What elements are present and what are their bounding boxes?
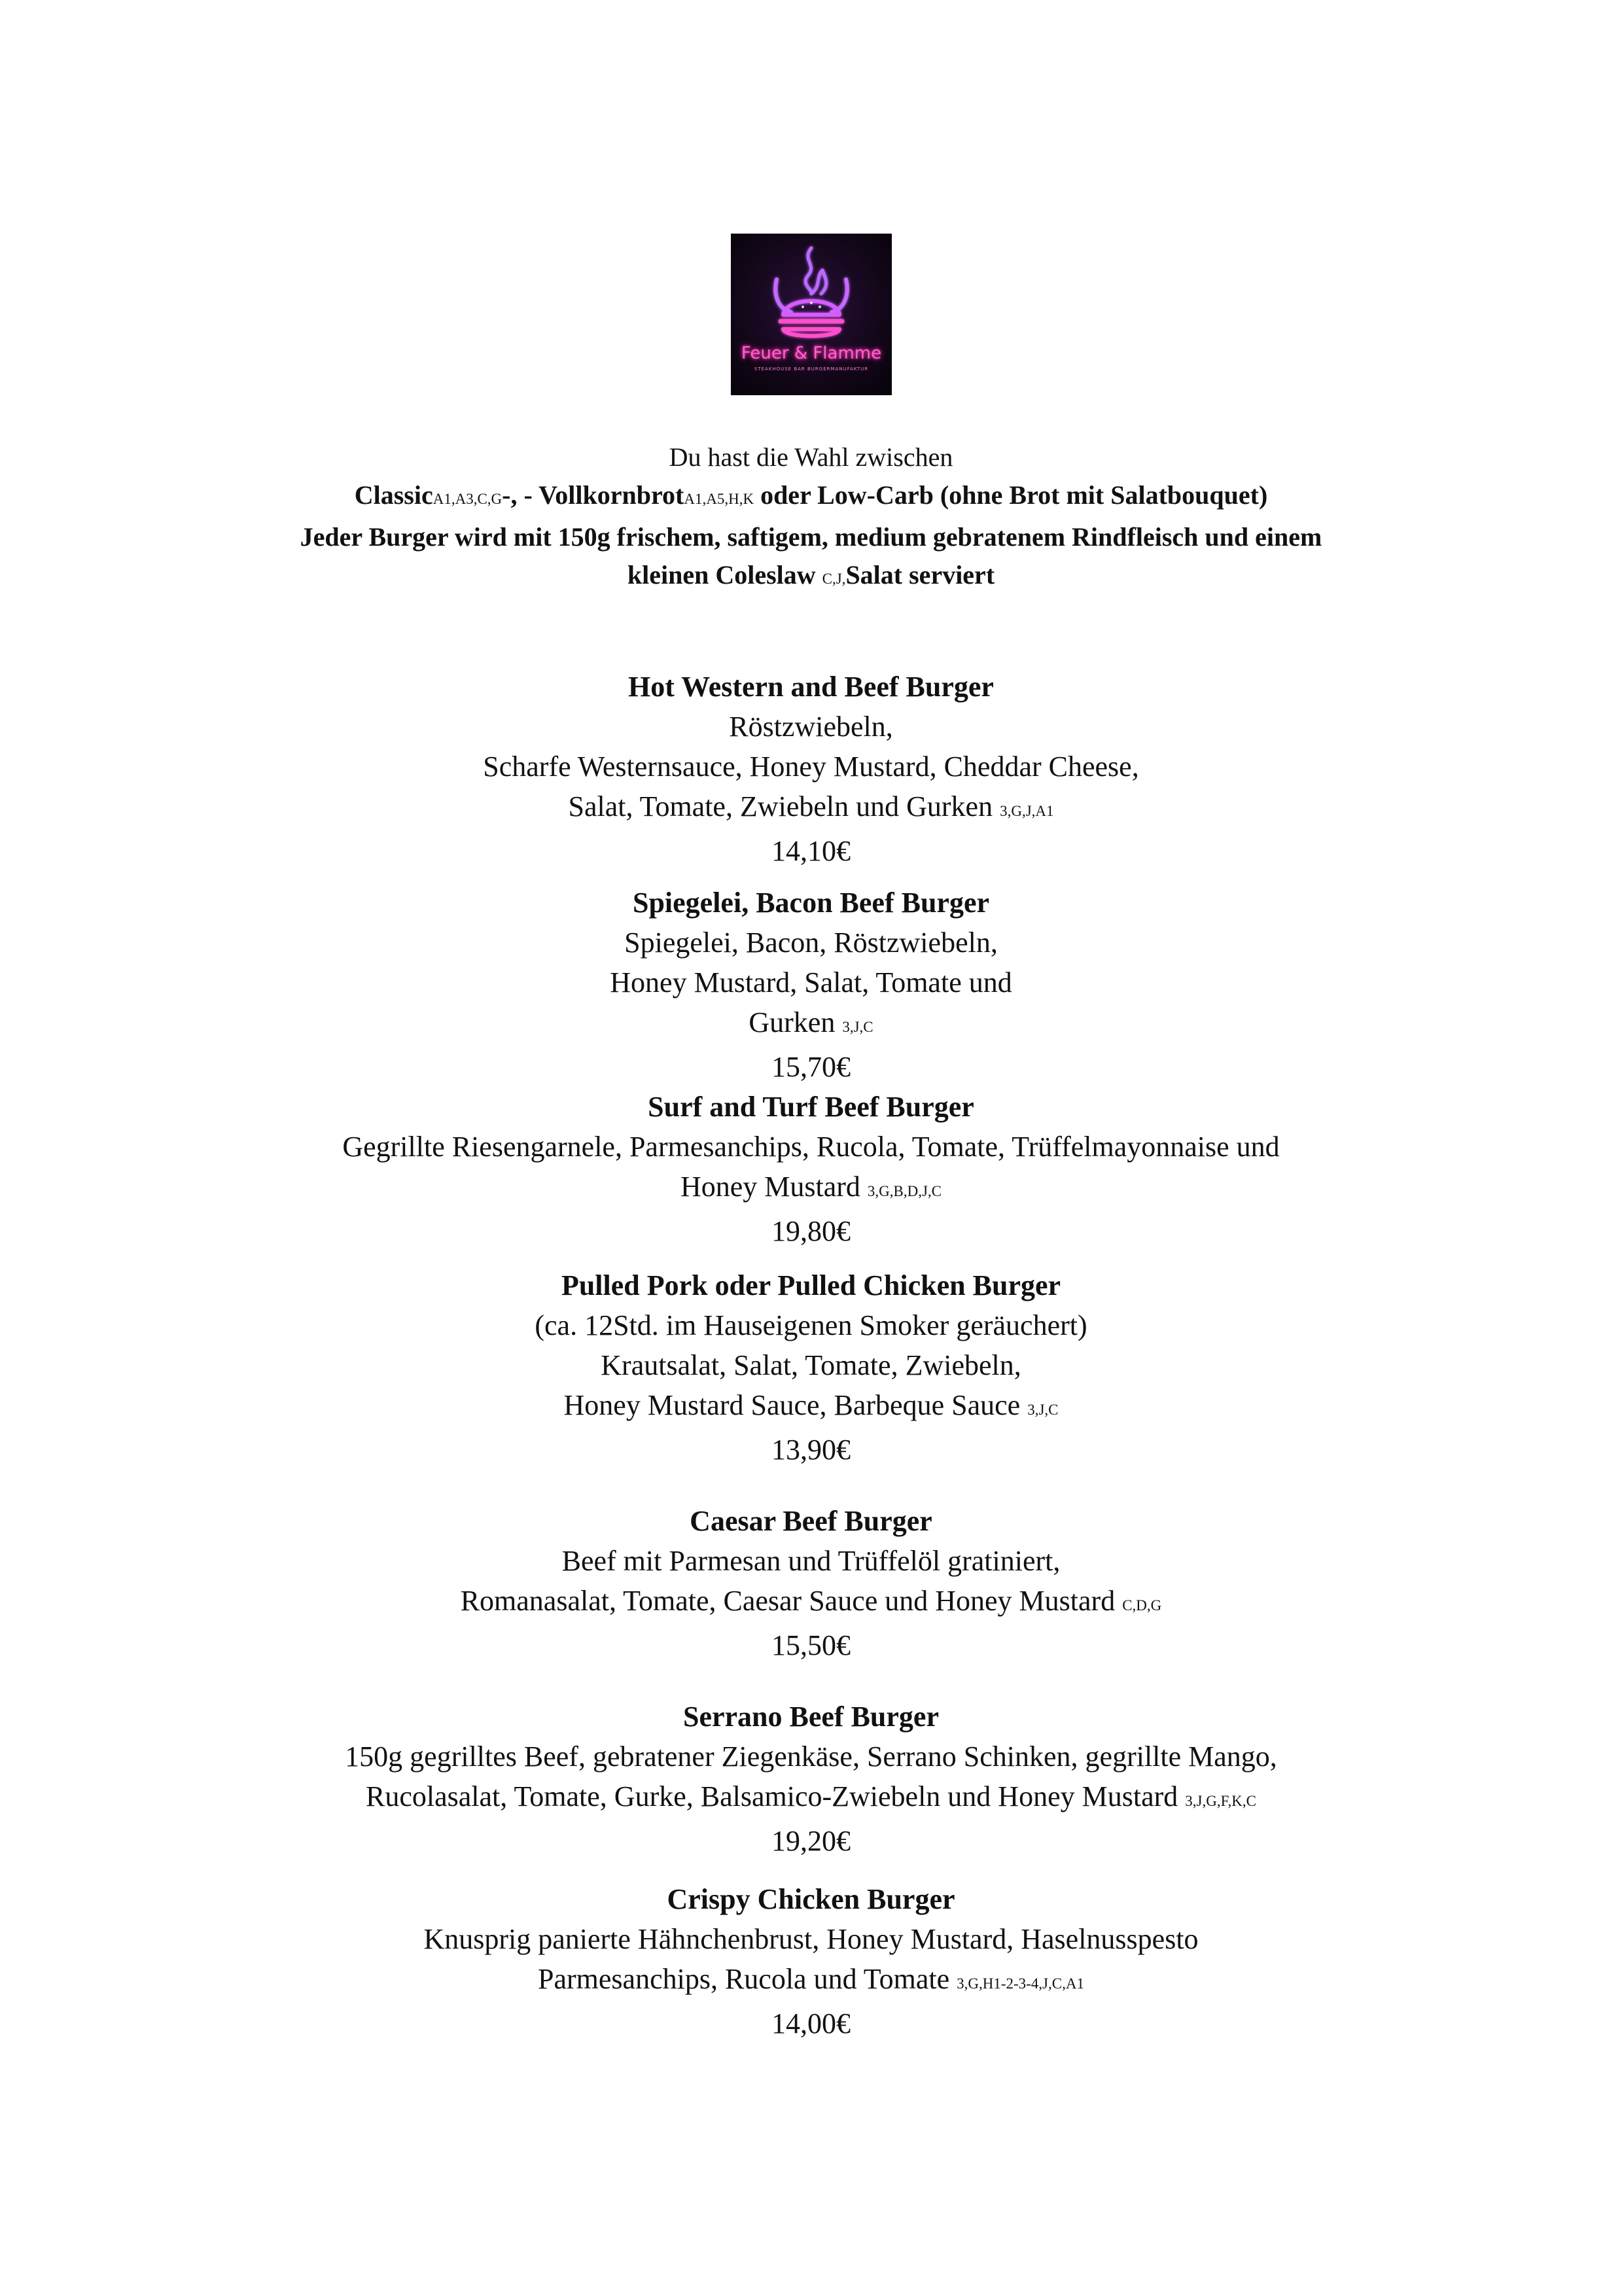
choice-separator: -, -: [502, 480, 539, 510]
coleslaw-line: [131, 556, 1491, 598]
menu-item: [131, 667, 1491, 872]
item-price: 19,20€: [771, 1825, 851, 1857]
item-allergens: C,D,G: [1122, 1597, 1162, 1614]
item-description: Knusprig panierte Hähnchenbrust, Honey Mustard, Haselnusspesto: [423, 1923, 1199, 1955]
bread-choice-line: [131, 476, 1491, 518]
item-price: 14,00€: [771, 2007, 851, 2040]
vollkorn-label: Vollkornbrot: [538, 480, 684, 510]
item-description-text: Honey Mustard Sauce, Barbeque Sauce: [563, 1389, 1028, 1421]
menu-item: [131, 1266, 1491, 1470]
coleslaw-text: kleinen Coleslaw: [627, 560, 822, 590]
item-description-last: [131, 1002, 1491, 1047]
item-name: Caesar Beef Burger: [690, 1505, 932, 1537]
item-description: Krautsalat, Salat, Tomate, Zwiebeln,: [601, 1349, 1021, 1381]
item-allergens: 3,G,H1-2-3-4,J,C,A1: [957, 1975, 1084, 1992]
menu-item: [131, 1502, 1491, 1666]
item-name: Spiegelei, Bacon Beef Burger: [632, 887, 989, 919]
menu-item: [131, 883, 1491, 1087]
item-price: 13,90€: [771, 1434, 851, 1466]
menu-item: [131, 1697, 1491, 1862]
item-description-text: Gurken: [749, 1006, 843, 1038]
coleslaw-rest: Salat serviert: [845, 560, 995, 590]
menu-item: [131, 1087, 1491, 1252]
item-description-text: Rucolasalat, Tomate, Gurke, Balsamico-Zwiebeln und Honey Mustard: [366, 1780, 1186, 1812]
item-name: Pulled Pork oder Pulled Chicken Burger: [561, 1269, 1061, 1301]
item-description-last: [131, 786, 1491, 831]
coleslaw-allergens: C,J,: [822, 571, 846, 587]
item-description-last: [131, 1581, 1491, 1625]
beef-info-line: Jeder Burger wird mit 150g frischem, saftigem, medium gebratenem Rindfleisch und einem: [300, 522, 1322, 552]
item-price: 15,70€: [771, 1051, 851, 1083]
item-price: 15,50€: [771, 1629, 851, 1661]
item-name: Crispy Chicken Burger: [667, 1883, 955, 1915]
item-name: Hot Western and Beef Burger: [628, 671, 994, 703]
classic-label: Classic: [354, 480, 433, 510]
item-description: Spiegelei, Bacon, Röstzwiebeln,: [624, 927, 998, 959]
item-description: Gegrillte Riesengarnele, Parmesanchips, Rucola, Tomate, Trüffelmayonnaise und: [342, 1131, 1280, 1163]
item-description-last: [131, 1776, 1491, 1821]
brand-name: Feuer & Flamme: [741, 344, 882, 363]
item-allergens: 3,J,C: [1027, 1402, 1059, 1418]
item-allergens: 3,J,G,F,K,C: [1185, 1793, 1256, 1809]
item-allergens: 3,J,C: [842, 1019, 873, 1035]
brand-subtitle: STEAKHOUSE BAR BURGERMANUFAKTUR: [754, 366, 869, 372]
item-price: 14,10€: [771, 835, 851, 867]
lowcarb-label: oder Low-Carb (ohne Brot mit Salatbouquet): [754, 480, 1268, 510]
item-allergens: 3,G,J,A1: [1000, 803, 1054, 819]
classic-allergens: A1,A3,C,G: [432, 491, 502, 507]
item-description-last: [131, 1167, 1491, 1211]
item-description: 150g gegrilltes Beef, gebratener Ziegenkäse, Serrano Schinken, gegrillte Mango,: [345, 1740, 1277, 1773]
item-name: Serrano Beef Burger: [683, 1701, 939, 1733]
intro-heading: Du hast die Wahl zwischen: [669, 442, 953, 472]
item-description-last: [131, 1959, 1491, 2004]
burger-list: [131, 667, 1491, 2044]
item-name: Surf and Turf Beef Burger: [648, 1091, 974, 1123]
item-description: Honey Mustard, Salat, Tomate und: [610, 966, 1012, 998]
item-description: (ca. 12Std. im Hauseigenen Smoker geräuchert): [535, 1309, 1087, 1341]
intro-text: [131, 438, 1491, 598]
item-description: Beef mit Parmesan und Trüffelöl gratiniert,: [561, 1545, 1061, 1577]
item-price: 19,80€: [771, 1215, 851, 1247]
item-description-last: [131, 1385, 1491, 1430]
item-description-text: Honey Mustard: [680, 1171, 868, 1203]
item-description-text: Salat, Tomate, Zwiebeln und Gurken: [568, 790, 1000, 822]
item-description-text: Parmesanchips, Rucola und Tomate: [538, 1963, 957, 1995]
item-description-text: Romanasalat, Tomate, Caesar Sauce und Honey Mustard: [460, 1585, 1123, 1617]
menu-item: [131, 1880, 1491, 2044]
item-description: Scharfe Westernsauce, Honey Mustard, Cheddar Cheese,: [483, 751, 1139, 783]
vollkorn-allergens: A1,A5,H,K: [684, 491, 754, 507]
item-allergens: 3,G,B,D,J,C: [867, 1183, 942, 1199]
restaurant-logo: [731, 234, 892, 395]
item-description: Röstzwiebeln,: [729, 711, 893, 743]
